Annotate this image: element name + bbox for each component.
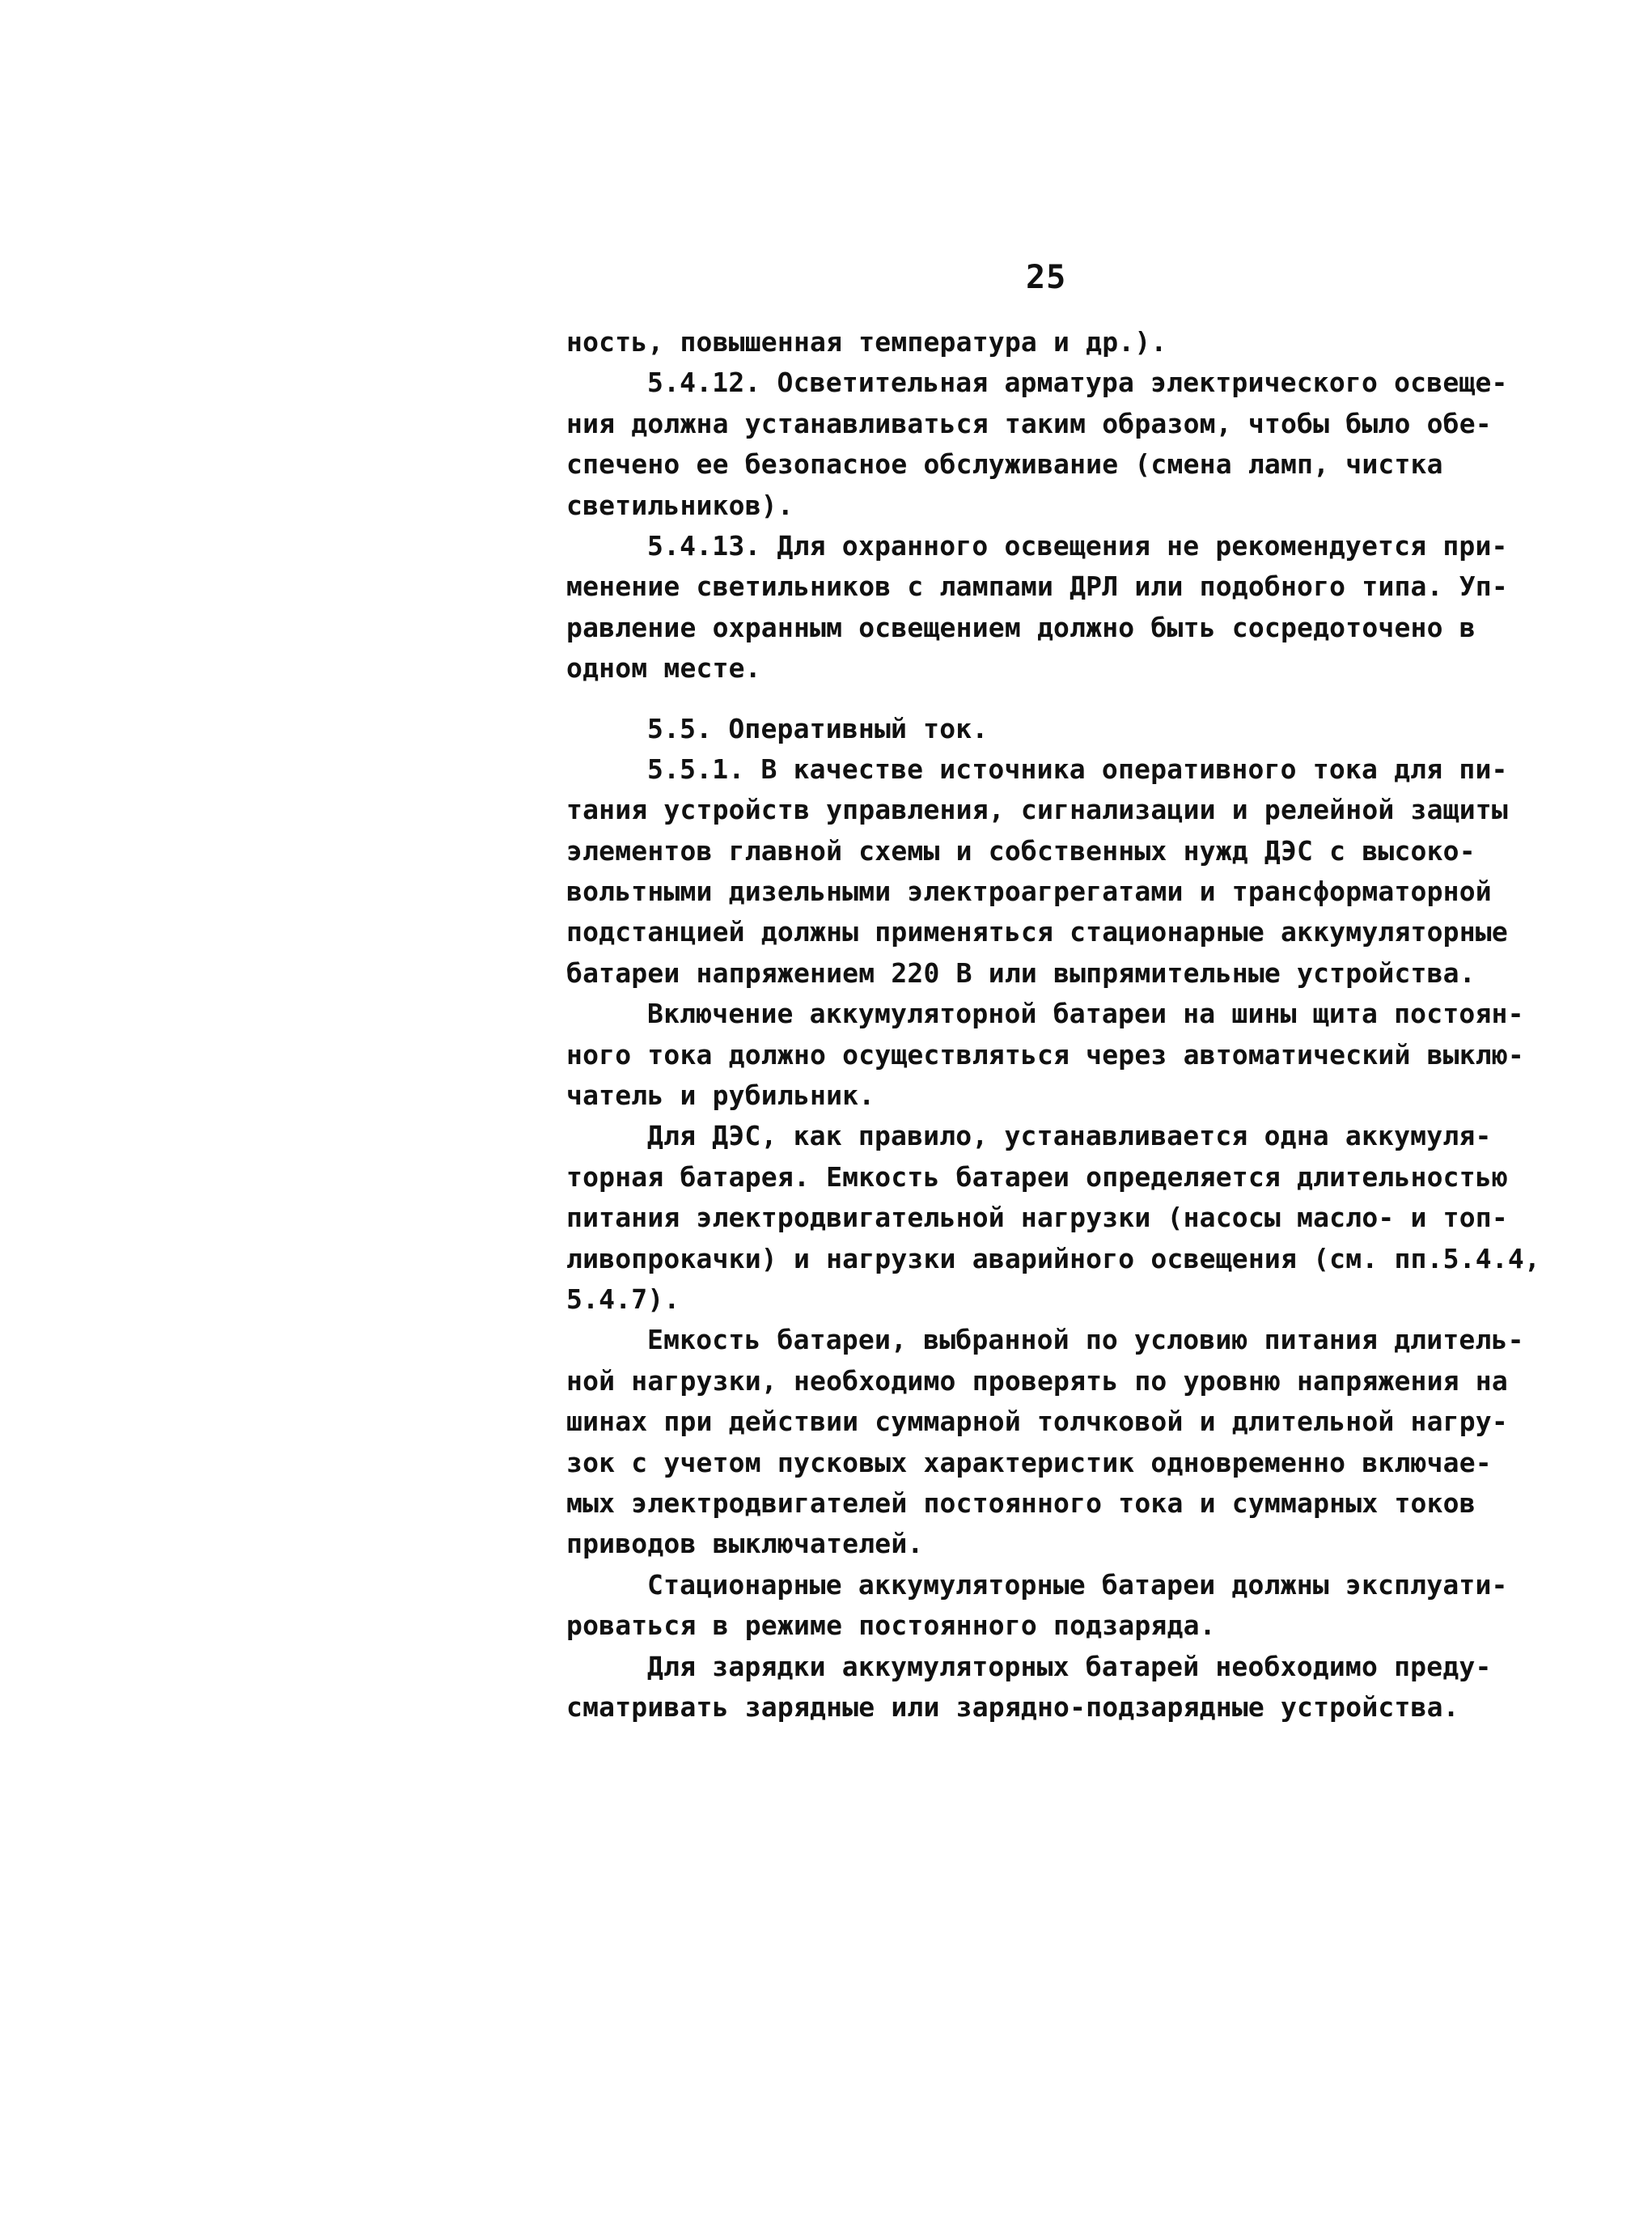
text-line: ливопрокачки) и нагрузки аварийного освещения (см. пп.5.4.4, <box>566 1242 1541 1274</box>
section-5-5-1-heading-line: 5.5.1. В качестве источника оперативного тока для пи- <box>647 753 1508 785</box>
text-line: торная батарея. Емкость батареи определяется длительностью <box>566 1160 1508 1193</box>
text-line: шинах при действии суммарной толчковой и длительной нагру- <box>566 1406 1508 1438</box>
paragraph-start-line: Для зарядки аккумуляторных батарей необходимо преду- <box>647 1650 1492 1682</box>
text-line: ность, повышенная температура и др.). <box>566 326 1167 358</box>
section-5-4-12-heading-line: 5.4.12. Осветительная арматура электрического освеще- <box>647 367 1508 399</box>
text-line: подстанцией должны применяться стационарные аккумуляторные <box>566 916 1508 948</box>
text-line: ного тока должно осуществляться через автоматический выклю- <box>566 1038 1524 1071</box>
text-line: ной нагрузки, необходимо проверять по уровню напряжения на <box>566 1364 1508 1397</box>
text-line: сматривать зарядные или зарядно-подзарядные устройства. <box>566 1690 1459 1723</box>
paragraph-gap <box>566 689 1537 709</box>
text-line: тания устройств управления, сигнализации и релейной защиты <box>566 794 1508 826</box>
text-line: зок с учетом пусковых характеристик одновременно включае- <box>566 1446 1492 1478</box>
paragraph-start-line: Стационарные аккумуляторные батареи должны эксплуати- <box>647 1568 1508 1601</box>
paragraph-start-line: Для ДЭС, как правило, устанавливается одна аккумуля- <box>647 1120 1492 1152</box>
text-line: ния должна устанавливаться таким образом, чтобы было обе- <box>566 407 1492 439</box>
text-line: одном месте. <box>566 652 761 685</box>
body-text <box>566 322 1541 1728</box>
paragraph-start-line: Включение аккумуляторной батареи на шины щита постоян- <box>647 998 1524 1030</box>
text-line: роваться в режиме постоянного подзаряда. <box>566 1609 1216 1642</box>
text-line: светильников). <box>566 489 794 521</box>
section-5-5-heading: 5.5. Оперативный ток. <box>647 712 989 744</box>
text-line: питания электродвигательной нагрузки (насосы масло- и топ- <box>566 1202 1508 1234</box>
page-number: 25 <box>1026 259 1067 296</box>
text-line: спечено ее безопасное обслуживание (смена ламп, чистка <box>566 448 1443 481</box>
text-line: мых электродвигателей постоянного тока и суммарных токов <box>566 1486 1476 1519</box>
text-line: равление охранным освещением должно быть сосредоточено в <box>566 611 1476 643</box>
text-line: 5.4.7). <box>566 1283 680 1315</box>
text-line: батареи напряжением 220 В или выпрямительные устройства. <box>566 956 1476 989</box>
text-line: вольтными дизельными электроагрегатами и трансформаторной <box>566 876 1492 908</box>
text-line: приводов выключателей. <box>566 1528 924 1560</box>
text-line: элементов главной схемы и собственных нужд ДЭС с высоко- <box>566 834 1476 867</box>
text-line: менение светильников с лампами ДРЛ или подобного типа. Уп- <box>566 570 1508 603</box>
section-5-4-13-heading-line: 5.4.13. Для охранного освещения не рекомендуется при- <box>647 529 1508 562</box>
paragraph-start-line: Емкость батареи, выбранной по условию питания длитель- <box>647 1324 1524 1356</box>
text-line: чатель и рубильник. <box>566 1079 875 1112</box>
